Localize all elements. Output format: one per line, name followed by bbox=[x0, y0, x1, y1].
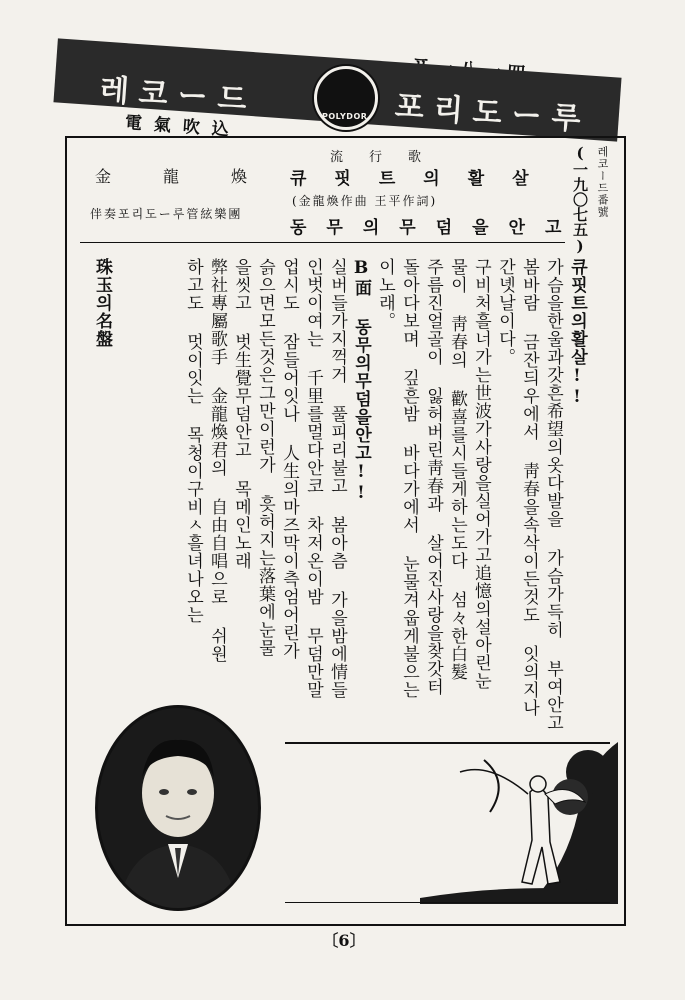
catalog-label: 레코ー드番號 bbox=[596, 146, 609, 218]
body-column-12: 인벗이여는 千里를멀다안코 차저온이밤 무덤만말 bbox=[303, 258, 323, 699]
body-column-7: 주름진얼골이 잃허버린靑春과 살어진사랑을찾갓터 bbox=[423, 258, 443, 696]
body-column-3: 봄바람 금잔듸우에서 靑春을속삭이든것도 잇의지나 bbox=[519, 258, 539, 717]
song-title-b: 동무의무덤을안고 bbox=[290, 218, 582, 238]
composer-credit: (金龍煥作曲 王平作詞) bbox=[292, 194, 438, 208]
genre-label: 流行歌 bbox=[330, 150, 448, 165]
song-title-a: 큐핏트의활살 bbox=[290, 169, 557, 189]
body-column-16: 弊社專屬歌手 金龍煥君의 自由自唱으로 쉬원 bbox=[207, 258, 227, 663]
body-column-18: 珠玉의名盤 bbox=[92, 258, 112, 348]
body-column-10: B面 동무의무덤을안고!! bbox=[351, 258, 371, 504]
page-number-box bbox=[322, 928, 366, 951]
body-column-6: 물이 靑春의 歡喜를시들게하는도다 섬々한白髮 bbox=[447, 258, 467, 681]
banner-word: 레코ー드 bbox=[98, 72, 258, 119]
singer-name: 金龍煥 bbox=[95, 167, 300, 186]
body-column-4: 간녯날이다。 bbox=[495, 258, 515, 366]
body-column-13: 업시도 잠들어잇나 人生의마즈막이측엄어린가 bbox=[279, 258, 299, 660]
body-column-2: 가슴을한울과갓흔希望의옷다발을 가슴가득히 부여안고 bbox=[543, 258, 563, 732]
accompaniment: 伴奏포리도ー루管絃樂團 bbox=[90, 207, 243, 221]
banner-company: 포리도ー루 bbox=[393, 89, 592, 138]
body-column-5: 구비처흘너가는世波가사랑을실어가고追憶의설아린눈 bbox=[471, 258, 491, 690]
bracket-right: 〕 bbox=[349, 931, 366, 950]
body-column-9: 이노래。 bbox=[375, 258, 395, 330]
page-number: 6 bbox=[338, 931, 350, 950]
cupid-illustration bbox=[420, 742, 618, 904]
subtitle: 電氣吹込 bbox=[124, 112, 242, 142]
body-column-15: 을씻고 벗生覺무덤안고 목메인노래 bbox=[231, 258, 251, 570]
body-column-14: 슭으면모든것은그만이런가 흣허지는落葉에눈물 bbox=[255, 258, 275, 657]
portrait-figure bbox=[98, 708, 258, 908]
catalog-number: (一九〇七五) bbox=[571, 144, 589, 255]
body-column-11: 실버들가지꺽거 풀피리불고 봄아츰 가을밤에情들 bbox=[327, 258, 347, 699]
body-column-1: 큐핏트의활살!! bbox=[567, 258, 587, 408]
body-column-17: 하고도 멋이잇는 목청이구비ㅅ흘녀나오는 bbox=[183, 258, 203, 624]
body-column-8: 돌아다보며 깊흔밤 바다가에서 눈물겨웁게불으는 bbox=[399, 258, 419, 699]
logo-text: POLYDOR bbox=[322, 112, 368, 121]
illustration-base bbox=[285, 902, 610, 903]
bracket-left: 〔 bbox=[322, 931, 339, 950]
singer-portrait bbox=[95, 705, 261, 911]
